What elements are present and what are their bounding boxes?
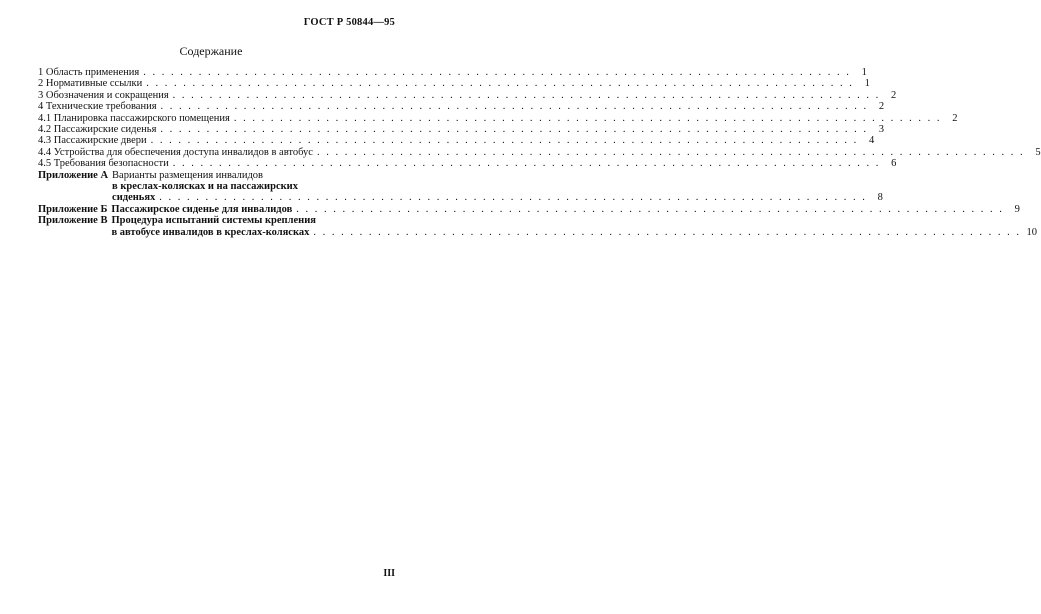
appendix-entry-v[interactable]: [38, 215, 1037, 238]
leader-dots: [160, 124, 868, 135]
page-number: III: [383, 568, 395, 579]
appendix-line: Процедура испытаний системы крепления: [111, 215, 316, 227]
leader-dots: [143, 67, 851, 78]
toc-entry[interactable]: [38, 158, 897, 170]
toc-entry-label: 4.3 Пассажирские двери: [38, 135, 147, 147]
appendix-entry-b[interactable]: [38, 203, 1020, 215]
leader-dots: [317, 147, 1025, 158]
appendix-page: 8: [877, 192, 883, 204]
appendix-head: Приложение В: [38, 215, 108, 227]
appendix-line: Варианты размещения инвалидов: [112, 169, 263, 181]
toc-entry[interactable]: [38, 146, 1041, 158]
appendix-head: Приложение А: [38, 169, 109, 181]
leader-dots: [151, 135, 859, 146]
appendix-page: 10: [1026, 226, 1037, 238]
toc-entry-label: 4.1 Планировка пассажирского помещения: [38, 112, 230, 124]
toc-entry[interactable]: [38, 67, 867, 78]
toc-entry-page: 2: [952, 112, 958, 124]
toc-entry-label: 4.5 Требования безопасности: [38, 158, 169, 170]
toc-entry-label: 1 Область применения: [38, 67, 140, 78]
leader-dots: [173, 90, 881, 101]
toc-entry-page: 2: [878, 101, 885, 113]
leader-dots: [159, 192, 867, 203]
appendix-entry-a[interactable]: [38, 169, 883, 204]
toc-entry[interactable]: [38, 78, 870, 90]
appendix-line: сиденьях: [112, 192, 156, 204]
leader-dots: [173, 158, 881, 169]
appendix-line: в автобусе инвалидов в креслах-колясках: [111, 226, 310, 238]
toc-entry[interactable]: [38, 101, 885, 113]
toc-entry-label: 4 Технические требования: [38, 101, 157, 113]
toc-entry[interactable]: [38, 124, 885, 136]
leader-dots: [296, 204, 1004, 215]
document-code: ГОСТ Р 50844—95: [303, 17, 395, 28]
toc-entry-page: 5: [1035, 146, 1041, 158]
toc-entry[interactable]: [38, 89, 897, 101]
appendix-page: 9: [1014, 203, 1020, 215]
toc-entry-label: 4.2 Пассажирские сиденья: [38, 124, 157, 136]
appendix-line: Пассажирское сиденье для инвалидов: [111, 203, 293, 215]
toc-entry-label: 4.4 Устройства для обеспечения доступа инвалидов в автобус: [38, 146, 313, 158]
appendix-line: в креслах-колясках и на пассажирских: [112, 181, 298, 193]
toc-entry-page: 4: [869, 135, 875, 147]
table-of-contents: [38, 67, 1041, 238]
toc-entry[interactable]: [38, 112, 958, 124]
toc-entry-page: 6: [891, 158, 897, 170]
toc-entry-label: 3 Обозначения и сокращения: [38, 89, 169, 101]
toc-entry-page: 3: [878, 124, 885, 136]
toc-entry-page: 1: [861, 67, 867, 78]
toc-entry-page: 2: [891, 89, 897, 101]
leader-dots: [313, 227, 1021, 238]
appendix-head: Приложение Б: [38, 203, 108, 215]
toc-entry-page: 1: [864, 78, 870, 90]
leader-dots: [146, 78, 854, 89]
toc-entry-label: 2 Нормативные ссылки: [38, 78, 143, 90]
leader-dots: [234, 113, 942, 124]
toc-title: Содержание: [179, 44, 243, 58]
leader-dots: [161, 101, 869, 112]
toc-entry[interactable]: [38, 135, 875, 147]
